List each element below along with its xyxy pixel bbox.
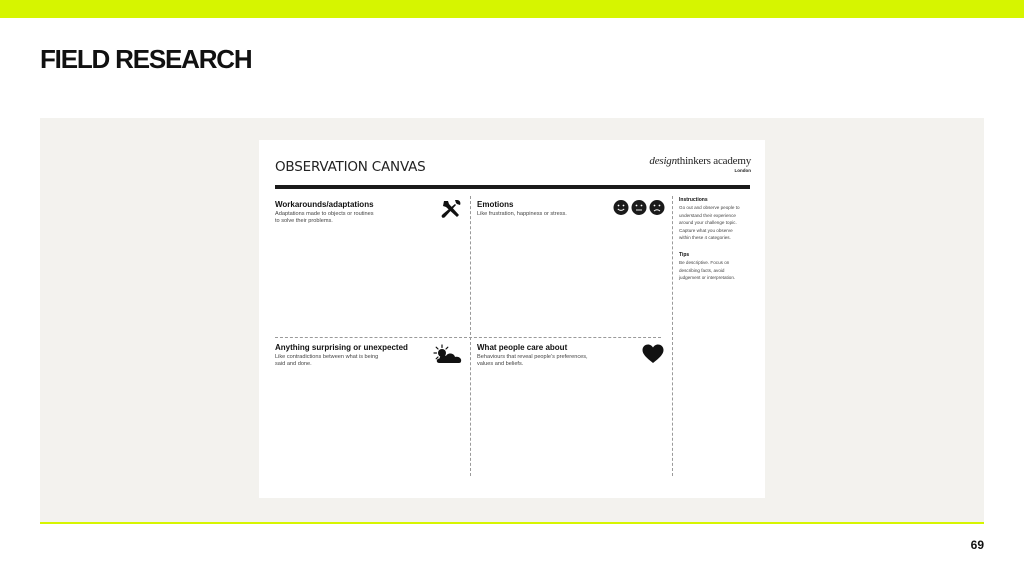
tips-text: [679, 259, 755, 282]
brand-logo: [649, 155, 751, 173]
brand-name-rest: thinkers academy: [676, 155, 751, 167]
desc-line: Behaviours that reveal people’s preferences,: [477, 354, 588, 360]
observation-canvas: [259, 140, 765, 498]
instructions-heading: Instructions: [679, 197, 708, 203]
brand-city: London: [734, 168, 751, 173]
sidebar-divider: [672, 196, 673, 476]
tips-line: Be descriptive. Focus on: [679, 260, 730, 265]
heart-icon: [642, 344, 664, 364]
brand-name: [649, 155, 751, 167]
desc-line: values and beliefs.: [477, 361, 524, 368]
desc-line: Like frustration, happiness or stress.: [477, 211, 567, 217]
instructions-line: understand their experience: [679, 212, 736, 218]
cell-care-title: What people care about: [477, 343, 568, 352]
canvas-title: OBSERVATION CANVAS: [275, 159, 426, 175]
grid-horizontal-divider: [275, 337, 661, 338]
grid-vertical-divider: [470, 196, 471, 476]
cell-emotions-desc: [477, 211, 567, 218]
cell-emotions-title: Emotions: [477, 200, 514, 209]
tips-line: judgement or interpretation.: [679, 275, 736, 281]
cell-surprising-title: Anything surprising or unexpected: [275, 343, 408, 352]
tools-icon: [440, 198, 462, 220]
cell-workarounds-desc: [275, 211, 374, 226]
instructions-line: Go out and observe people to: [679, 205, 740, 210]
instructions-line: within these 4 categories.: [679, 235, 731, 241]
page-title: FIELD RESEARCH: [40, 44, 252, 74]
desc-line: said and done.: [275, 361, 312, 368]
tips-line: describing facts, avoid: [679, 267, 725, 273]
bottom-accent-rule: [40, 522, 984, 524]
page-number: 69: [970, 538, 984, 552]
top-accent-bar: [0, 0, 1024, 18]
instructions-line: Capture what you observe: [679, 227, 733, 233]
title-divider: [275, 185, 750, 189]
desc-line: Like contradictions between what is being: [275, 354, 379, 360]
desc-line: Adaptations made to objects or routines: [275, 211, 374, 217]
instructions-text: [679, 204, 755, 242]
brand-name-italic: design: [649, 155, 677, 167]
desc-line: to solve their problems.: [275, 218, 333, 225]
emotion-faces-icon: [613, 199, 665, 216]
tips-heading: Tips: [679, 252, 690, 258]
cell-care-desc: [477, 354, 588, 369]
sun-cloud-icon: [431, 344, 465, 364]
instructions-line: around your challenge topic.: [679, 220, 737, 226]
cell-workarounds-title: Workarounds/adaptations: [275, 200, 374, 209]
cell-surprising-desc: [275, 354, 378, 369]
